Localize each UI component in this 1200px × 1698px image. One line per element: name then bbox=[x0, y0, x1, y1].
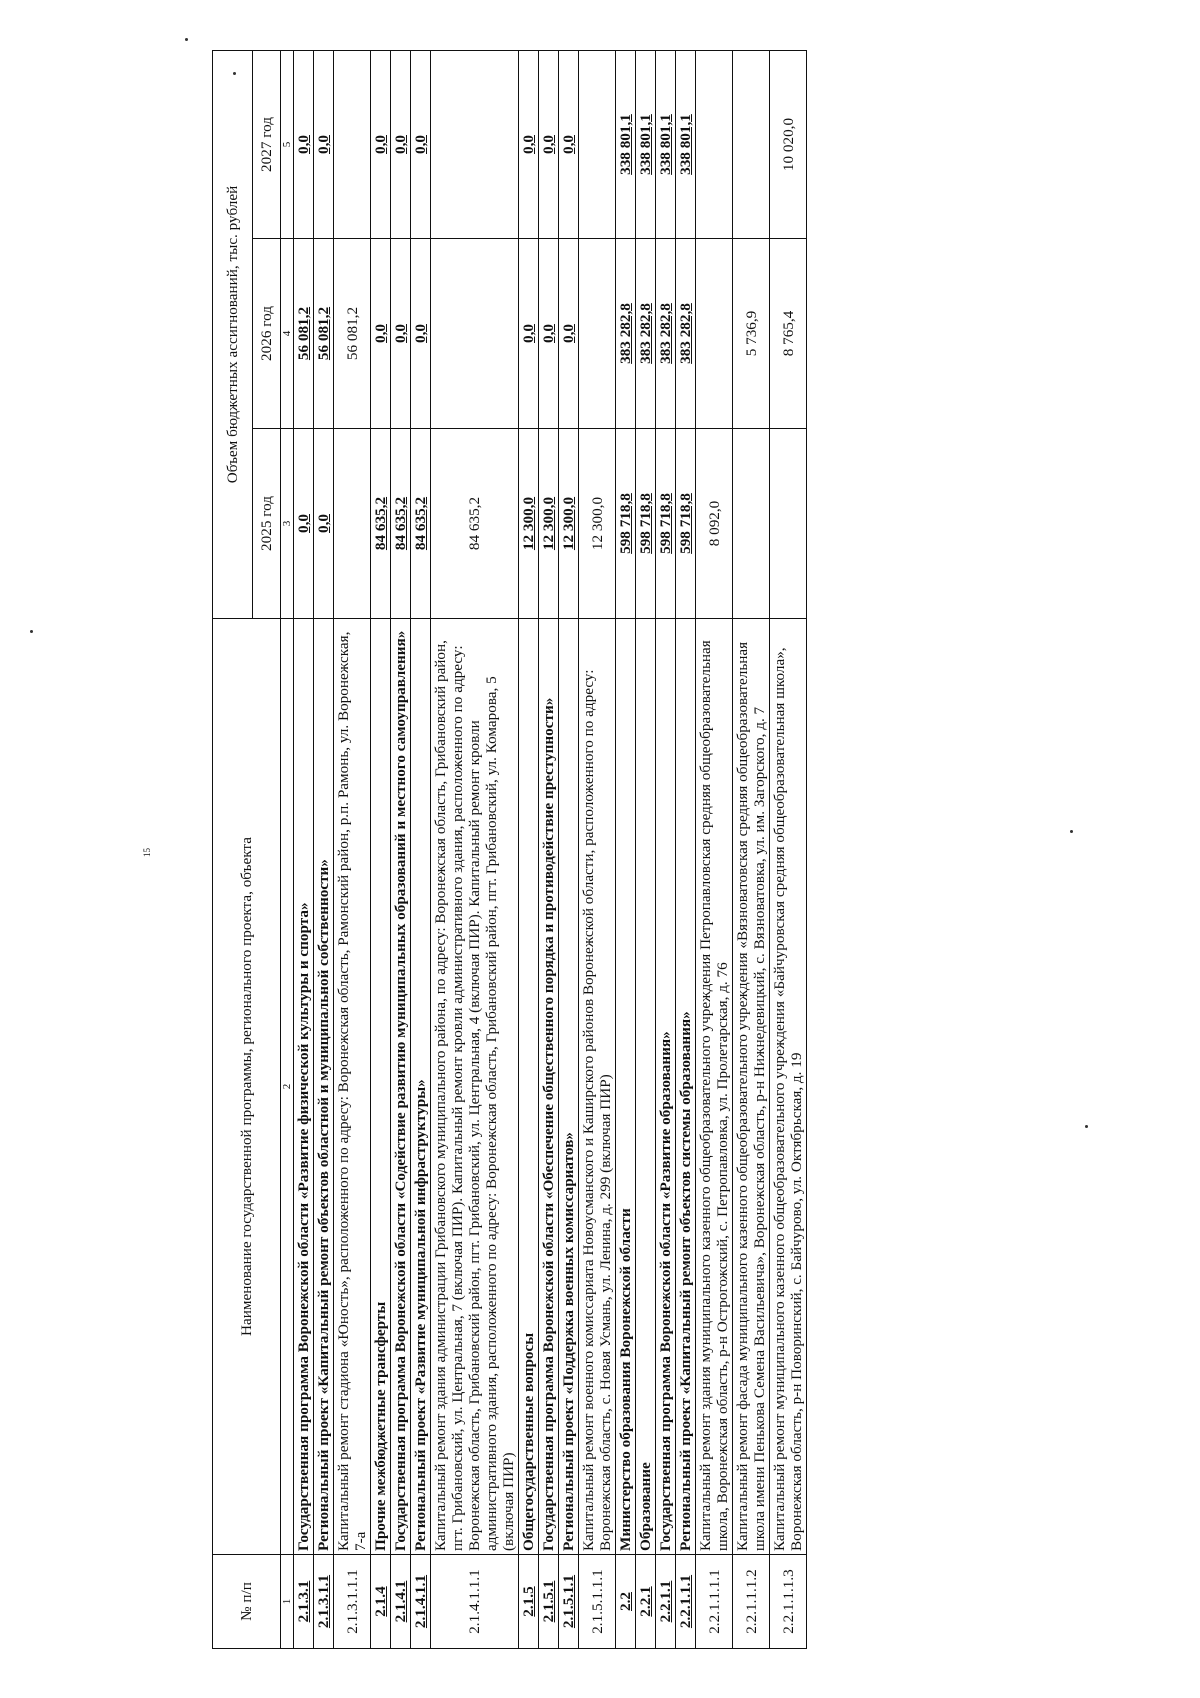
column-index-row bbox=[281, 51, 294, 1649]
column-header-2025: 2025 год bbox=[253, 429, 281, 619]
column-index: 1 bbox=[281, 1555, 294, 1649]
row-number: 2.1.4 bbox=[371, 1555, 391, 1649]
value-2027: 338 801,1 bbox=[676, 51, 696, 239]
row-number: 2.2.1.1.1.1 bbox=[696, 1555, 733, 1649]
value-2026: 56 081,2 bbox=[294, 239, 314, 429]
table-row bbox=[696, 51, 733, 1649]
column-header-2026: 2026 год bbox=[253, 239, 281, 429]
value-2026: 383 282,8 bbox=[616, 239, 636, 429]
table-row bbox=[579, 51, 616, 1649]
table-row bbox=[636, 51, 656, 1649]
row-name: Образование bbox=[636, 619, 656, 1555]
value-2025 bbox=[770, 429, 807, 619]
value-2025: 12 300,0 bbox=[559, 429, 579, 619]
value-2026: 0,0 bbox=[519, 239, 539, 429]
value-2025: 598 718,8 bbox=[656, 429, 676, 619]
value-2027: 338 801,1 bbox=[616, 51, 636, 239]
row-number: 2.2.1.1.1.2 bbox=[733, 1555, 770, 1649]
row-number: 2.1.5.1.1 bbox=[559, 1555, 579, 1649]
value-2027 bbox=[334, 51, 371, 239]
value-2027 bbox=[696, 51, 733, 239]
value-2026: 56 081,2 bbox=[334, 239, 371, 429]
column-header-number: № п/п bbox=[213, 1555, 281, 1649]
value-2026: 0,0 bbox=[559, 239, 579, 429]
column-header-2027: 2027 год bbox=[253, 51, 281, 239]
row-name: Государственная программа Воронежской области «Обеспечение общественного порядка и противодействие преступности» bbox=[539, 619, 559, 1555]
table-row bbox=[519, 51, 539, 1649]
value-2025: 598 718,8 bbox=[676, 429, 696, 619]
row-name: Капитальный ремонт фасада муниципального казенного общеобразовательного учреждения «Вязноватовская средняя общеобразовательная школа имени Пенькова Семена Васильевича», Воронежская область, р-н Нижнедевицкий, с. Вязноватовка, ул. им. Загорского, д. 7 bbox=[733, 619, 770, 1555]
row-number: 2.1.4.1.1 bbox=[411, 1555, 431, 1649]
value-2027 bbox=[579, 51, 616, 239]
table-body bbox=[294, 51, 807, 1649]
column-index: 5 bbox=[281, 51, 294, 239]
row-number: 2.2.1.1.1.3 bbox=[770, 1555, 807, 1649]
value-2025: 12 300,0 bbox=[519, 429, 539, 619]
value-2027: 338 801,1 bbox=[656, 51, 676, 239]
row-number: 2.1.5.1 bbox=[539, 1555, 559, 1649]
value-2025: 12 300,0 bbox=[579, 429, 616, 619]
row-number: 2.1.3.1.1.1 bbox=[334, 1555, 371, 1649]
table-row bbox=[676, 51, 696, 1649]
table-row bbox=[314, 51, 334, 1649]
table-row bbox=[733, 51, 770, 1649]
budget-table bbox=[212, 50, 807, 1649]
scan-speck bbox=[30, 630, 33, 633]
row-name: Капитальный ремонт военного комиссариата Новоусманского и Каширского районов Воронежской области, расположенного по адресу: Воронежская область, с. Новая Усмань, ул. Ленина, д. 299 (включая ПИР) bbox=[579, 619, 616, 1555]
row-name: Государственная программа Воронежской области «Развитие физической культуры и спорта» bbox=[294, 619, 314, 1555]
column-index: 2 bbox=[281, 619, 294, 1555]
row-name: Капитальный ремонт здания администрации Грибановского муниципального района, по адресу: Воронежская область, Грибановский район, пгт. Грибановский, ул. Центральная, 7 (включая ПИР). Капитальный ремонт кровли административного здания, расположенного по адресу: Воронежская область, Грибановский район, пгт. Грибановский, ул. Центральная, 4 (включая ПИР). Капитальный ремонт кровли административного здания, расположенного по адресу: Воронежская область, Грибановский район, пгт. Грибановский, ул. Комарова, 5 (включая ПИР) bbox=[431, 619, 519, 1555]
value-2025 bbox=[334, 429, 371, 619]
table-row bbox=[411, 51, 431, 1649]
value-2027: 0,0 bbox=[391, 51, 411, 239]
value-2027: 0,0 bbox=[294, 51, 314, 239]
row-name: Министерство образования Воронежской области bbox=[616, 619, 636, 1555]
value-2026 bbox=[431, 239, 519, 429]
value-2027: 0,0 bbox=[519, 51, 539, 239]
value-2027: 0,0 bbox=[539, 51, 559, 239]
value-2026: 383 282,8 bbox=[636, 239, 656, 429]
row-number: 2.1.5 bbox=[519, 1555, 539, 1649]
table-row bbox=[559, 51, 579, 1649]
row-number: 2.2.1.1.1 bbox=[676, 1555, 696, 1649]
value-2025: 8 092,0 bbox=[696, 429, 733, 619]
row-name: Государственная программа Воронежской области «Развитие образования» bbox=[656, 619, 676, 1555]
value-2026: 56 081,2 bbox=[314, 239, 334, 429]
row-name: Региональный проект «Поддержка военных комиссариатов» bbox=[559, 619, 579, 1555]
value-2025: 12 300,0 bbox=[539, 429, 559, 619]
value-2025: 0,0 bbox=[294, 429, 314, 619]
value-2027 bbox=[733, 51, 770, 239]
row-name: Капитальный ремонт стадиона «Юность», расположенного по адресу: Воронежская область, Рамонский район, р.п. Рамонь, ул. Воронежская, 7-а bbox=[334, 619, 371, 1555]
table-row bbox=[334, 51, 371, 1649]
row-number: 2.1.5.1.1.1 bbox=[579, 1555, 616, 1649]
value-2026: 5 736,9 bbox=[733, 239, 770, 429]
value-2027: 0,0 bbox=[411, 51, 431, 239]
value-2027: 338 801,1 bbox=[636, 51, 656, 239]
rotated-document-page bbox=[124, 55, 1170, 1653]
row-number: 2.2.1.1 bbox=[656, 1555, 676, 1649]
value-2027: 10 020,0 bbox=[770, 51, 807, 239]
value-2025: 0,0 bbox=[314, 429, 334, 619]
value-2025: 598 718,8 bbox=[616, 429, 636, 619]
column-header-name: Наименование государственной программы, регионального проекта, объекта bbox=[213, 619, 281, 1555]
column-index: 4 bbox=[281, 239, 294, 429]
row-name: Государственная программа Воронежской области «Содействие развитию муниципальных образований и местного самоуправления» bbox=[391, 619, 411, 1555]
row-number: 2.1.3.1.1 bbox=[314, 1555, 334, 1649]
column-header-budget-group: Объем бюджетных ассигнований, тыс. рублей bbox=[213, 51, 253, 619]
row-number: 2.1.4.1.1.1 bbox=[431, 1555, 519, 1649]
scan-speck bbox=[185, 38, 188, 41]
value-2026: 0,0 bbox=[391, 239, 411, 429]
value-2026: 383 282,8 bbox=[656, 239, 676, 429]
table-row bbox=[371, 51, 391, 1649]
value-2026 bbox=[696, 239, 733, 429]
scan-speck bbox=[233, 72, 236, 75]
table-row bbox=[294, 51, 314, 1649]
row-name: Капитальный ремонт муниципального казенного общеобразовательного учреждения «Байчуровская средняя общеобразовательная школа», Воронежская область, р-н Поворинский, с. Байчурово, ул. Октябрьская, д. 19 bbox=[770, 619, 807, 1555]
value-2026: 0,0 bbox=[539, 239, 559, 429]
table-row bbox=[616, 51, 636, 1649]
row-name: Региональный проект «Капитальный ремонт объектов областной и муниципальной собственности» bbox=[314, 619, 334, 1555]
value-2027: 0,0 bbox=[559, 51, 579, 239]
table-row bbox=[539, 51, 559, 1649]
value-2026: 383 282,8 bbox=[676, 239, 696, 429]
scan-speck bbox=[1085, 1125, 1088, 1128]
page-number: 15 bbox=[142, 848, 152, 857]
row-name: Общегосударственные вопросы bbox=[519, 619, 539, 1555]
value-2026: 0,0 bbox=[371, 239, 391, 429]
table-row bbox=[391, 51, 411, 1649]
value-2026 bbox=[579, 239, 616, 429]
row-number: 2.1.3.1 bbox=[294, 1555, 314, 1649]
value-2027: 0,0 bbox=[314, 51, 334, 239]
row-number: 2.2 bbox=[616, 1555, 636, 1649]
row-name: Региональный проект «Капитальный ремонт объектов системы образования» bbox=[676, 619, 696, 1555]
table-row bbox=[770, 51, 807, 1649]
scan-speck bbox=[1070, 830, 1073, 833]
value-2027: 0,0 bbox=[371, 51, 391, 239]
row-number: 2.1.4.1 bbox=[391, 1555, 411, 1649]
value-2026: 8 765,4 bbox=[770, 239, 807, 429]
table-row bbox=[431, 51, 519, 1649]
value-2025 bbox=[733, 429, 770, 619]
value-2025: 84 635,2 bbox=[411, 429, 431, 619]
column-index: 3 bbox=[281, 429, 294, 619]
value-2027 bbox=[431, 51, 519, 239]
row-name: Капитальный ремонт здания муниципального казенного общеобразовательного учреждения Петропавловская средняя общеобразовательная школа, Воронежская область, р-н Острогожский, с. Петропавловка, ул. Пролетарская, д. 76 bbox=[696, 619, 733, 1555]
value-2025: 84 635,2 bbox=[431, 429, 519, 619]
table-row bbox=[656, 51, 676, 1649]
value-2025: 598 718,8 bbox=[636, 429, 656, 619]
row-number: 2.2.1 bbox=[636, 1555, 656, 1649]
value-2026: 0,0 bbox=[411, 239, 431, 429]
value-2025: 84 635,2 bbox=[371, 429, 391, 619]
row-name: Прочие межбюджетные трансферты bbox=[371, 619, 391, 1555]
row-name: Региональный проект «Развитие муниципальной инфраструктуры» bbox=[411, 619, 431, 1555]
value-2025: 84 635,2 bbox=[391, 429, 411, 619]
